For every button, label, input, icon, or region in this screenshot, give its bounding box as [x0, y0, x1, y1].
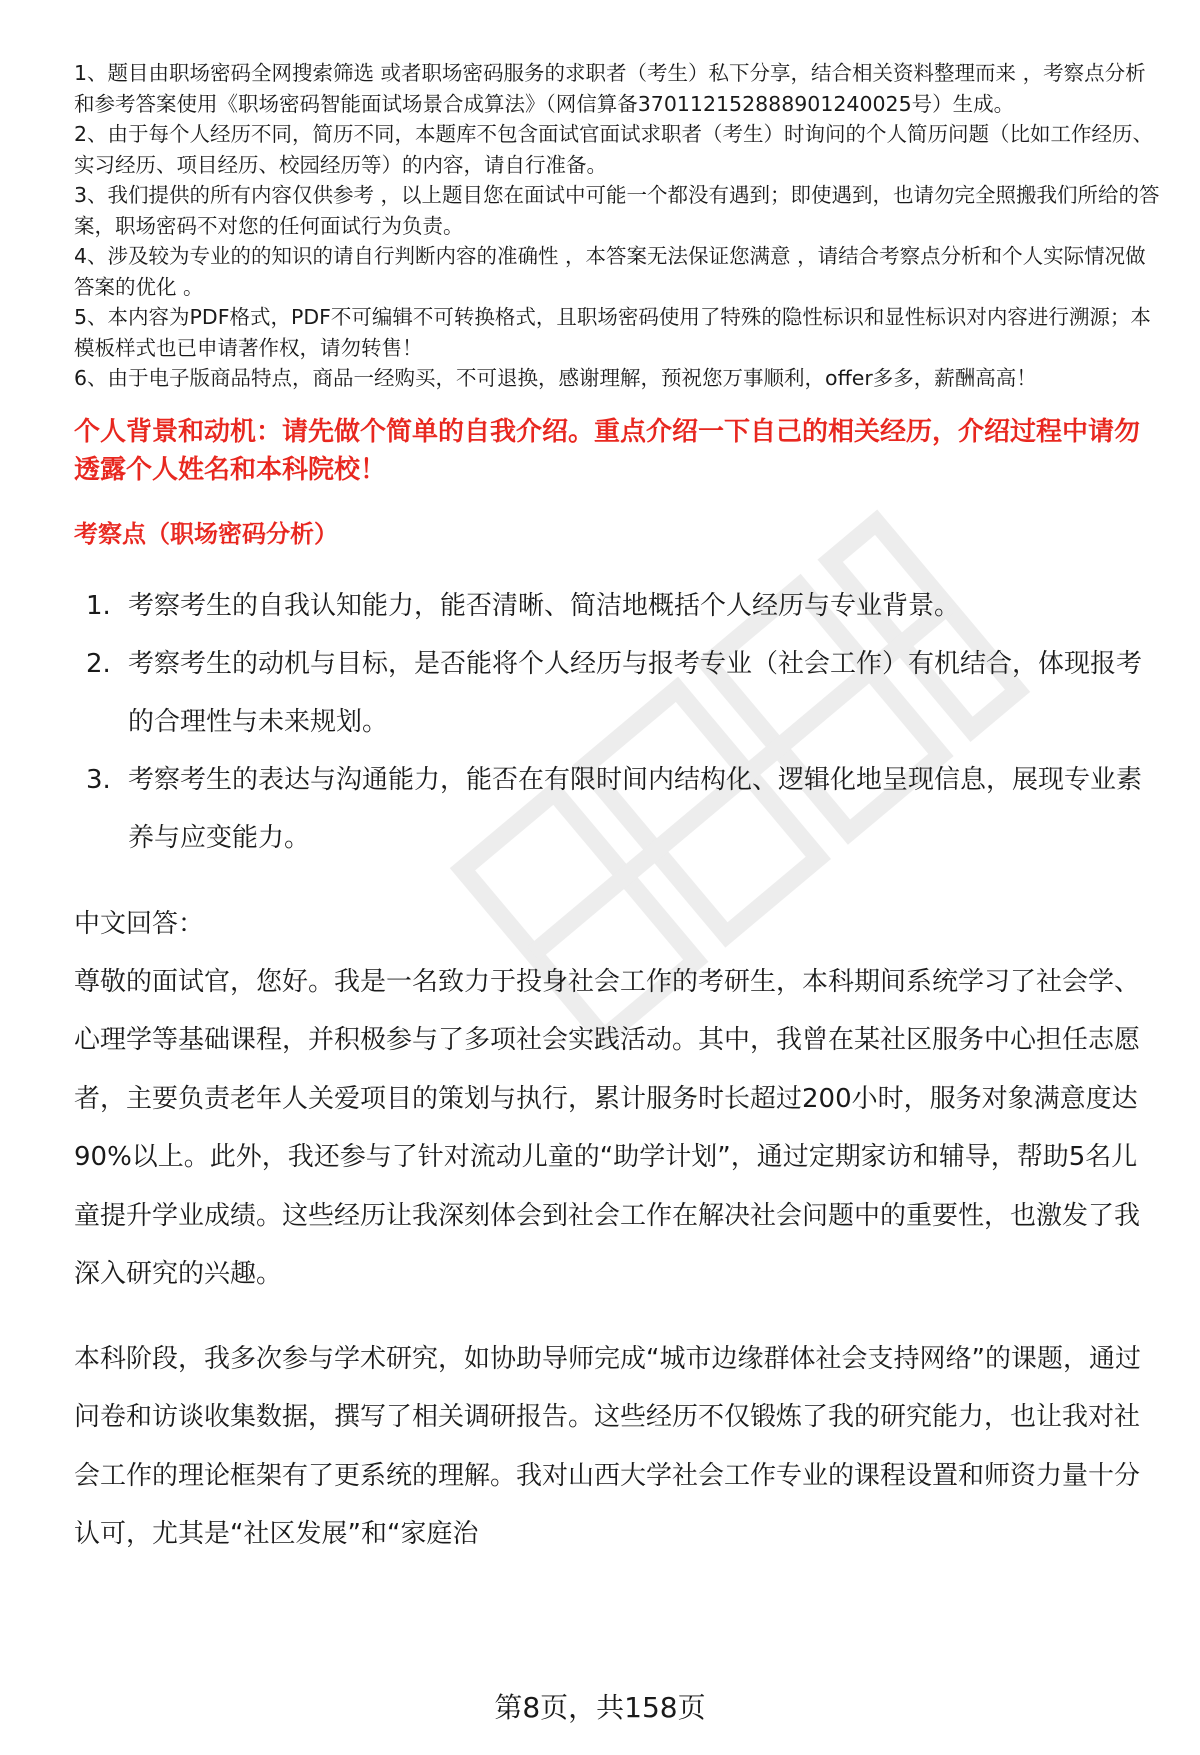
analysis-point	[74, 635, 1160, 751]
point-number: 2.	[86, 648, 111, 679]
notice-item-5: 5、本内容为PDF格式，PDF不可编辑不可转换格式，且职场密码使用了特殊的隐性标识和显性标识对内容进行溯源；本模板样式也已申请著作权，请勿转售！	[74, 305, 1151, 360]
notice-item-2: 2、由于每个人经历不同，简历不同，本题库不包含面试官面试求职者（考生）时询问的个人简历问题（比如工作经历、实习经历、项目经历、校园经历等）的内容，请自行准备。	[74, 122, 1154, 177]
answer-paragraph: 尊敬的面试官，您好。我是一名致力于投身社会工作的考研生，本科期间系统学习了社会学、心理学等基础课程，并积极参与了多项社会实践活动。其中，我曾在某社区服务中心担任志愿者，主要负责老年人关爱项目的策划与执行，累计服务时长超过200小时，服务对象满意度达90%以上。此外，我还参与了针对流动儿童的“助学计划”，通过定期家访和辅导，帮助5名儿童提升学业成绩。这些经历让我深刻体会到社会工作在解决社会问题中的重要性，也激发了我深入研究的兴趣。	[74, 966, 1141, 1289]
analysis-points	[74, 577, 1160, 867]
notice-item-1: 1、题目由职场密码全网搜索筛选 或者职场密码服务的求职者（考生）私下分享，结合相关资料整理而来 ，考察点分析和参考答案使用《职场密码智能面试场景合成算法》（网信算备370112152888901240025号）生成。	[74, 61, 1146, 116]
point-text: 考察考生的自我认知能力，能否清晰、简洁地概括个人经历与专业背景。	[128, 590, 961, 621]
answer-paragraph: 本科阶段，我多次参与学术研究，如协助导师完成“城市边缘群体社会支持网络”的课题，通过问卷和访谈收集数据，撰写了相关调研报告。这些经历不仅锻炼了我的研究能力，也让我对社会工作的理论框架有了更系统的理解。我对山西大学社会工作专业的课程设置和师资力量十分认可，尤其是“社区发展”和“家庭治	[74, 1343, 1141, 1549]
point-number: 3.	[86, 764, 111, 795]
point-text: 考察考生的动机与目标，是否能将个人经历与报考专业（社会工作）有机结合，体现报考的合理性与未来规划。	[128, 648, 1143, 737]
notice-item-4: 4、涉及较为专业的的知识的请自行判断内容的准确性 ，本答案无法保证您满意 ，请结合考察点分析和个人实际情况做答案的优化 。	[74, 244, 1146, 299]
analysis-point	[74, 751, 1160, 867]
point-number: 1.	[86, 590, 111, 621]
notice-list	[74, 58, 1160, 394]
answer-label: 中文回答：	[74, 908, 205, 939]
point-text: 考察考生的表达与沟通能力，能否在有限时间内结构化、逻辑化地呈现信息，展现专业素养与应变能力。	[128, 764, 1143, 853]
notice-item-3: 3、我们提供的所有内容仅供参考 ，以上题目您在面试中可能一个都没有遇到；即使遇到，也请勿完全照搬我们所给的答案，职场密码不对您的任何面试行为负责。	[74, 183, 1160, 238]
analysis-point	[74, 577, 1160, 635]
document-page	[74, 58, 1160, 1564]
answer-body	[74, 953, 1160, 1564]
notice-item-6: 6、由于电子版商品特点，商品一经购买，不可退换，感谢理解，预祝您万事顺利，offer多多，薪酬高高！	[74, 366, 1037, 390]
question-heading: 个人背景和动机：请先做个简单的自我介绍。重点介绍一下自己的相关经历，介绍过程中请勿透露个人姓名和本科院校！	[74, 416, 1141, 485]
page-number: 第8页，共158页	[494, 1691, 706, 1724]
analysis-title: 考察点（职场密码分析）	[74, 519, 338, 548]
